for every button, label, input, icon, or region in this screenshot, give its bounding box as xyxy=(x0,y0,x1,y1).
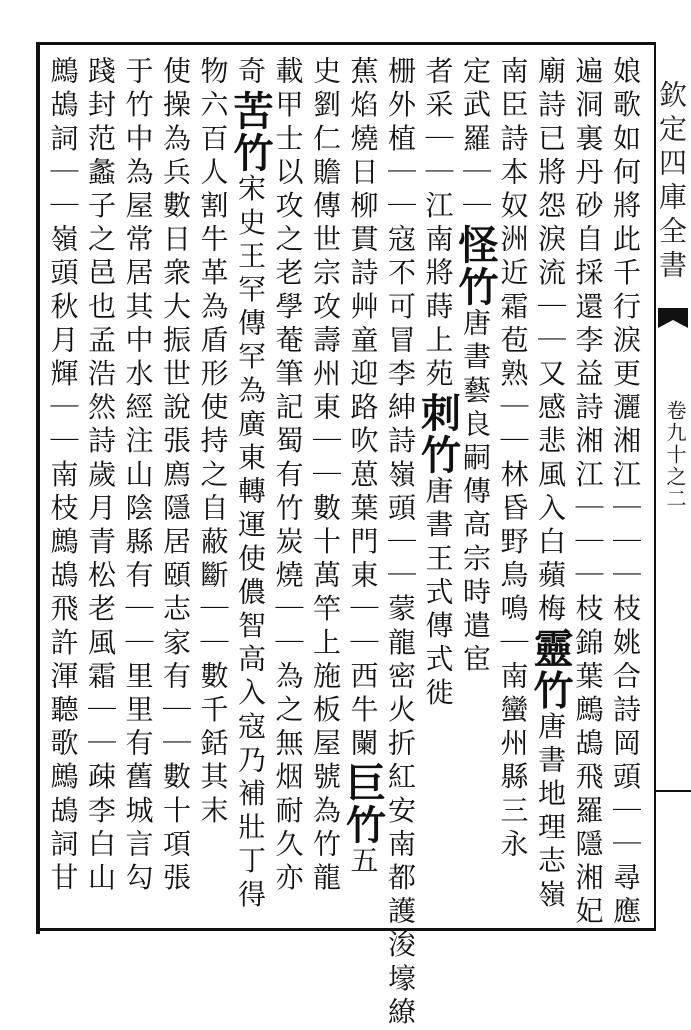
text-column xyxy=(383,56,417,1030)
text-column xyxy=(308,56,342,924)
entry-heading: 刺竹 xyxy=(414,392,462,476)
text-column xyxy=(271,56,305,924)
text-segment: 踐封范蠡子之邑也孟浩然詩歲月青松老風霜｜｜疎李白山 xyxy=(84,56,117,896)
fish-tail-mark-icon xyxy=(658,308,688,328)
text-segment: 載甲士以攻之老學菴筆記蜀有竹炭燒｜｜為之無烟耐久亦 xyxy=(271,56,305,896)
text-column xyxy=(339,56,387,924)
entry-heading: 苦竹 xyxy=(227,89,274,174)
book-title: 欽定四庫全書 xyxy=(655,80,688,284)
text-segment: 唐書藝良嗣傳高宗時遣宦 xyxy=(459,308,492,678)
text-segment: 五 xyxy=(346,845,380,880)
text-segment: 于竹中為屋常居其中水經注山陰縣有｜｜里里有舊城言勾 xyxy=(121,56,155,896)
text-segment: 唐書王式傳式徙 xyxy=(421,476,455,712)
text-segment: 南臣詩本奴洲近霜苞熟｜｜林昏野鳥鳴｜南蠻州縣三永 xyxy=(496,56,530,863)
frame-rule-left xyxy=(36,42,40,934)
text-segment: 物六百人割牛革為盾形使持之自蔽斷｜｜數千銛其末 xyxy=(196,56,230,829)
page-margin-strip xyxy=(656,60,691,800)
text-column xyxy=(452,56,499,924)
text-segment: 廟詩已將怨淚流｜｜又感悲風入白蘋梅 xyxy=(534,56,567,628)
text-column xyxy=(196,56,230,924)
entry-heading: 巨竹 xyxy=(339,761,387,846)
text-segment: 定武羅｜｜ xyxy=(459,56,492,224)
text-column xyxy=(496,56,530,924)
text-segment: 唐書地理志嶺 xyxy=(534,711,567,913)
frame-rule-top xyxy=(36,42,656,45)
text-segment: 宋史王罕傳罕為廣東轉運使儂智高入寇乃補壯丁得 xyxy=(234,173,267,913)
text-column xyxy=(227,56,274,924)
text-segment: 遍洞裏丹砂自採還李益詩湘江｜｜｜枝錦葉鷓鴣飛羅隱湘妃 xyxy=(571,56,605,930)
frame-rule-bottom xyxy=(36,928,656,931)
text-segment: 鷓鴣詞｜｜嶺頭秋月輝｜｜南枝鷓鴣飛許渾聽歌鷓鴣詞甘 xyxy=(46,56,80,896)
text-column xyxy=(571,56,605,930)
text-segment: 奇 xyxy=(234,56,267,90)
text-column xyxy=(121,56,155,924)
entry-heading: 怪竹 xyxy=(452,224,499,308)
text-column xyxy=(608,56,642,930)
text-column xyxy=(527,56,574,924)
text-segment: 使操為兵數日衆大振世說張廌隱居頤志家有｜｜數十項張 xyxy=(159,56,192,896)
text-column xyxy=(414,56,462,924)
volume-number: 卷九十之二 xyxy=(663,400,687,510)
text-segment: 史劉仁贍傳世宗攻壽州東｜｜數十萬竿上施板屋號為竹龍 xyxy=(309,56,342,896)
text-segment: 者采｜｜江南將蒔上苑 xyxy=(421,56,455,392)
text-segment: 蕉焰燒日柳貫詩艸童迎路吹葸葉門東｜｜西牛闌 xyxy=(346,56,380,762)
text-column xyxy=(46,56,80,924)
margin-divider xyxy=(656,790,691,792)
text-column xyxy=(83,56,117,924)
text-column xyxy=(158,56,192,924)
entry-heading: 靈竹 xyxy=(527,627,574,712)
text-segment: 娘歌如何將此千行淚更灑湘江｜｜｜枝姚合詩岡頭｜｜尋應 xyxy=(609,56,642,930)
text-segment: 栅外植｜｜寇不可冒李紳詩嶺頭｜｜蒙龍密火折紅安南都護浚壕繚 xyxy=(384,56,417,1030)
